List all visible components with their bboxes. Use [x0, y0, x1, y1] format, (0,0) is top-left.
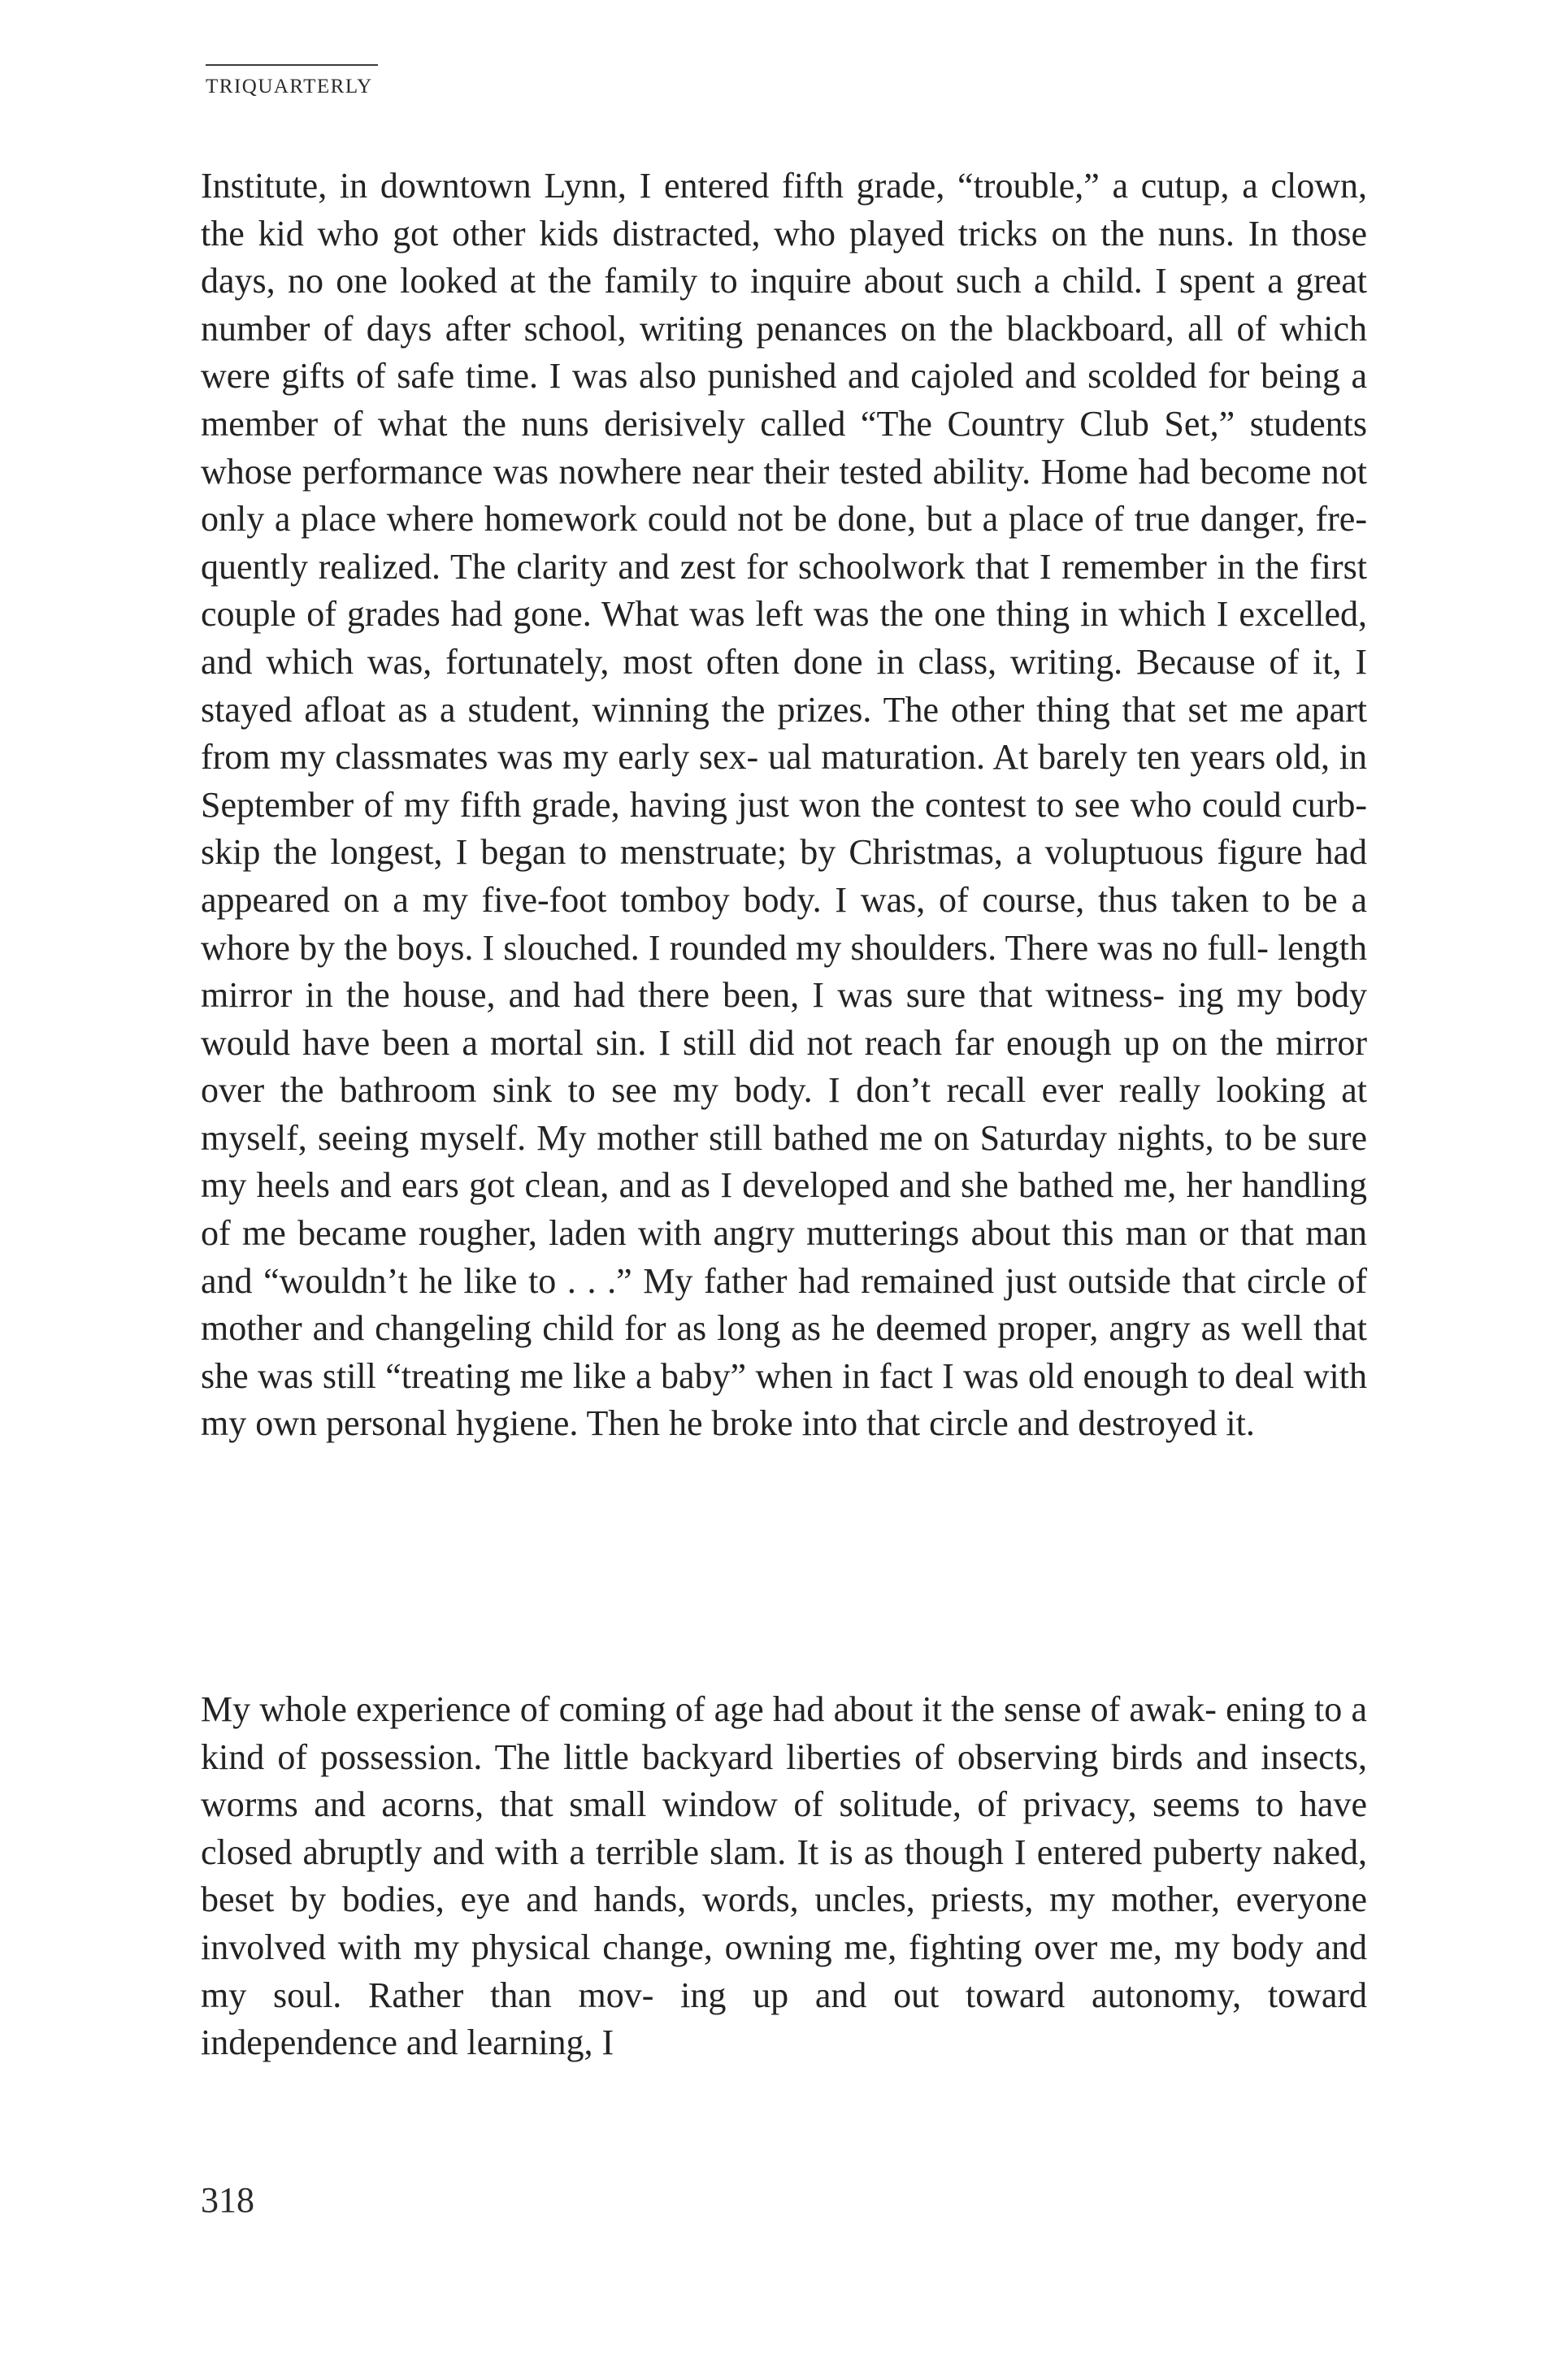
running-head: TRIQUARTERLY: [206, 76, 373, 98]
header-rule: [206, 64, 378, 66]
paragraph-2: My whole experience of coming of age had about it the sense of awak- ening to a kind of possession. The little backyard liberties of observing birds and insects, worms and acorns, that small window of solitude, of privacy, seems to have closed abruptly and with a terrible slam. It is as though I entered puberty naked, beset by bodies, eye and hands, words, uncles, priests, my mother, everyone involved with my physical change, owning me, fighting over me, my body and my soul. Rather than mov- ing up and out toward autonomy, toward independence and learning, I: [201, 1689, 1367, 2063]
paragraph-1: Institute, in downtown Lynn, I entered fifth grade, “trouble,” a cutup, a clown, the kid who got other kids distracted, who played tricks on the nuns. In those days, no one looked at the family to inquire about such a child. I spent a great number of days after school, writing penances on the blackboard, all of which were gifts of safe time. I was also punished and cajoled and scolded for being a member of what the nuns derisively called “The Country Club Set,” students whose performance was nowhere near their tested ability. Home had become not only a place where homework could not be done, but a place of true danger, fre- quently realized. The clarity and zest for schoolwork that I remember in the first couple of grades had gone. What was left was the one thing in which I excelled, and which was, fortunately, most often done in class, writing. Because of it, I stayed afloat as a student, winning the prizes. The other thing that set me apart from my classmates was my early sex- ual maturation. At barely ten years old, in September of my fifth grade, having just won the contest to see who could curb-skip the longest, I began to menstruate; by Christmas, a voluptuous figure had appeared on a my five-foot tomboy body. I was, of course, thus taken to be a whore by the boys. I slouched. I rounded my shoulders. There was no full- length mirror in the house, and had there been, I was sure that witness- ing my body would have been a mortal sin. I still did not reach far enough up on the mirror over the bathroom sink to see my body. I don’t recall ever really looking at myself, seeing myself. My mother still bathed me on Saturday nights, to be sure my heels and ears got clean, and as I developed and she bathed me, her handling of me became rougher, laden with angry mutterings about this man or that man and “wouldn’t he like to . . .” My father had remained just outside that circle of mother and changeling child for as long as he deemed proper, angry as well that she was still “treating me like a baby” when in fact I was old enough to deal with my own personal hygiene. Then he broke into that circle and destroyed it.: [201, 166, 1367, 1444]
page-number: 318: [201, 2180, 254, 2220]
